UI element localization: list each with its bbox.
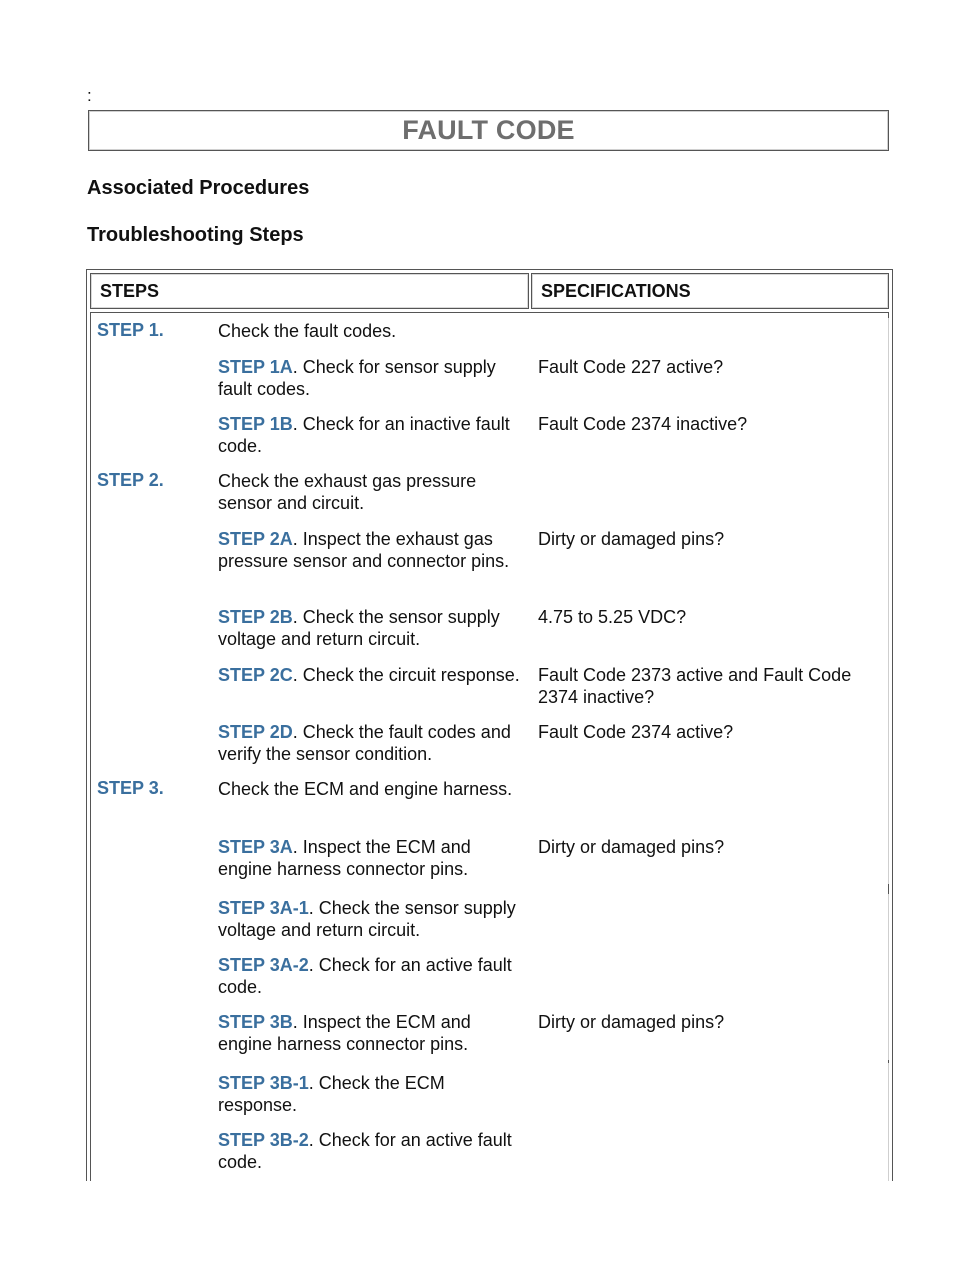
step-2d-row [218, 721, 523, 765]
step-3b-1-text: . Check the ECM response. [218, 1073, 445, 1115]
step-2d-link[interactable]: STEP 2D [218, 722, 293, 742]
step-2c-row [218, 664, 523, 686]
step-2a-row [218, 528, 523, 572]
step-2b-text: . Check the sensor supply voltage and return circuit. [218, 607, 500, 649]
step-2b-link[interactable]: STEP 2B [218, 607, 293, 627]
step-3a-2-link[interactable]: STEP 3A-2 [218, 955, 309, 975]
step-1b-row [218, 413, 523, 457]
step-3a-text: . Inspect the ECM and engine harness connector pins. [218, 837, 471, 879]
step-2-link[interactable]: STEP 2. [97, 470, 164, 490]
step-1a-text: . Check for sensor supply fault codes. [218, 357, 496, 399]
step-3a-link[interactable]: STEP 3A [218, 837, 293, 857]
step-3a-2-text: . Check for an active fault code. [218, 955, 512, 997]
step-3a-row [218, 836, 523, 880]
step-1a-row [218, 356, 523, 400]
step-1a-spec: Fault Code 227 active? [538, 357, 724, 377]
fault-code-title-box [88, 110, 889, 151]
step-3b-row [218, 1011, 523, 1055]
step-3b-2-link[interactable]: STEP 3B-2 [218, 1130, 309, 1150]
step-3a-2-row [218, 954, 523, 998]
step-2-text: Check the exhaust gas pressure sensor and circuit. [218, 471, 477, 513]
step-3a-1-row [218, 897, 523, 941]
table-inner-edge [888, 894, 889, 1060]
step-2d-text: . Check the fault codes and verify the sensor condition. [218, 722, 511, 764]
steps-column-header: STEPS [90, 273, 529, 309]
step-1a-link[interactable]: STEP 1A [218, 357, 293, 377]
step-3a-1-link[interactable]: STEP 3A-1 [218, 898, 309, 918]
step-3-text: Check the ECM and engine harness. [218, 779, 513, 799]
step-3b-1-row [218, 1072, 523, 1116]
step-3b-1-link[interactable]: STEP 3B-1 [218, 1073, 309, 1093]
step-2a-link[interactable]: STEP 2A [218, 529, 293, 549]
step-1-text: Check the fault codes. [218, 321, 397, 341]
step-1b-text: . Check for an inactive fault code. [218, 414, 510, 456]
step-2c-text: . Check the circuit response. [292, 665, 520, 685]
step-2c-spec: Fault Code 2373 active and Fault Code 2374 inactive? [538, 665, 852, 707]
step-1b-link[interactable]: STEP 1B [218, 414, 293, 434]
troubleshooting-steps-heading: Troubleshooting Steps [87, 224, 304, 246]
step-3a-spec: Dirty or damaged pins? [538, 837, 725, 857]
step-2d-spec: Fault Code 2374 active? [538, 722, 734, 742]
page-title: FAULT CODE [402, 115, 575, 145]
step-2a-spec: Dirty or damaged pins? [538, 529, 725, 549]
step-2b-row [218, 606, 523, 650]
specifications-column-header: SPECIFICATIONS [531, 273, 889, 309]
step-3b-text: . Inspect the ECM and engine harness connector pins. [218, 1012, 471, 1054]
page-colon: : [87, 86, 92, 105]
step-2a-text: . Inspect the exhaust gas pressure sensor and connector pins. [218, 529, 510, 571]
step-3b-spec: Dirty or damaged pins? [538, 1012, 725, 1032]
step-1-link[interactable]: STEP 1. [97, 320, 164, 340]
associated-procedures-heading: Associated Procedures [87, 177, 310, 199]
step-2b-spec: 4.75 to 5.25 VDC? [538, 607, 687, 627]
step-3b-2-text: . Check for an active fault code. [218, 1130, 512, 1172]
step-3-link[interactable]: STEP 3. [97, 778, 164, 798]
step-3b-link[interactable]: STEP 3B [218, 1012, 293, 1032]
table-inner-edge [888, 1063, 889, 1181]
step-1b-spec: Fault Code 2374 inactive? [538, 414, 748, 434]
step-2c-link[interactable]: STEP 2C [218, 665, 293, 685]
table-inner-edge [888, 318, 889, 884]
step-3a-1-text: . Check the sensor supply voltage and return circuit. [218, 898, 516, 940]
step-3b-2-row [218, 1129, 523, 1173]
